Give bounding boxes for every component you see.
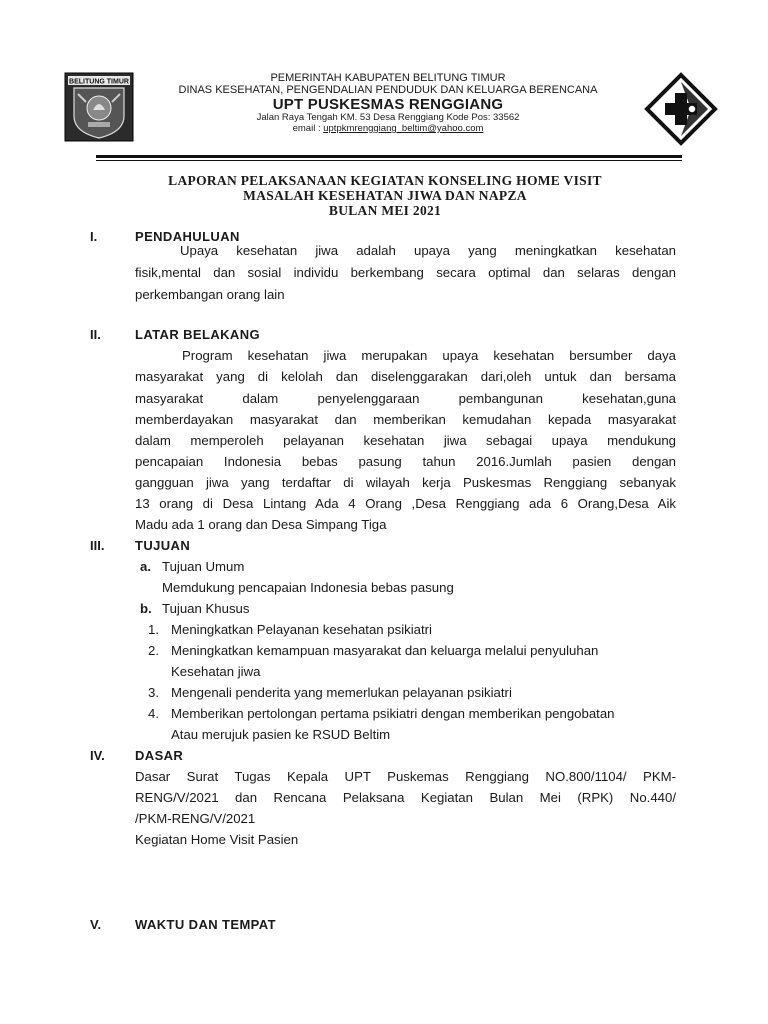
list-marker: a. — [140, 559, 151, 574]
list-item: Mengenali penderita yang memerlukan pelayanan psikiatri — [171, 685, 512, 700]
email-link[interactable]: uptpkmrenggiang_beltim@yahoo.com — [323, 123, 484, 134]
section-title-pendahuluan: PENDAHULUAN — [135, 229, 240, 244]
email-label: email : — [292, 123, 321, 134]
subsection-title: Tujuan Umum — [162, 559, 245, 574]
section-number: III. — [90, 538, 105, 553]
section-title-tujuan: TUJUAN — [135, 538, 191, 553]
list-item-continued: Kesehatan jiwa — [171, 664, 261, 679]
section-number: I. — [90, 229, 98, 244]
paragraph-line: masyarakat dalam penyelenggaraan pembangunan kesehatan,guna — [135, 391, 676, 406]
paragraph-line: memberdayakan masyarakat dan memberikan kemudahan kepada masyarakat — [135, 412, 676, 427]
list-item-continued: Atau merujuk pasien ke RSUD Beltim — [171, 727, 391, 742]
header-divider-thin — [96, 160, 682, 161]
list-number: 4. — [148, 706, 159, 721]
paragraph-line: dalam memperoleh pelayanan kesehatan jiwa sebagai upaya mendukung — [135, 433, 676, 448]
section-number: II. — [90, 327, 101, 342]
report-period: BULAN MEI 2021 — [328, 203, 442, 218]
paragraph-line: Upaya kesehatan jiwa adalah upaya yang meningkatkan kesehatan — [180, 243, 676, 258]
email-line — [140, 123, 636, 134]
paragraph-line: RENG/V/2021 dan Rencana Pelaksana Kegiatan Bulan Mei (RPK) No.440/ — [135, 790, 676, 805]
government-name: PEMERINTAH KABUPATEN BELITUNG TIMUR — [270, 72, 506, 84]
paragraph-line: masyarakat yang di kelolah dan diselenggarakan dari,oleh untuk dan bersama — [135, 369, 676, 384]
section-title-latar-belakang: LATAR BELAKANG — [135, 327, 260, 342]
list-number: 2. — [148, 643, 159, 658]
list-number: 1. — [148, 622, 159, 637]
paragraph-line: 13 orang di Desa Lintang Ada 4 Orang ,Desa Renggiang ada 6 Orang,Desa Aik — [135, 496, 676, 511]
list-number: 3. — [148, 685, 159, 700]
paragraph-line: Kegiatan Home Visit Pasien — [135, 832, 299, 847]
list-item: Memberikan pertolongan pertama psikiatri dengan memberikan pengobatan — [171, 706, 615, 721]
list-marker: b. — [140, 601, 152, 616]
list-item: Meningkatkan kemampuan masyarakat dan keluarga melalui penyuluhan — [171, 643, 599, 658]
section-title-waktu-tempat: WAKTU DAN TEMPAT — [135, 917, 276, 932]
paragraph-line: gangguan jiwa yang terdaftar di wilayah kerja Puskesmas Renggiang sebanyak — [135, 475, 676, 490]
paragraph-line: perkembangan orang lain — [135, 287, 285, 302]
paragraph-line: pencapaian Indonesia bebas pasung tahun 2016.Jumlah pasien dengan — [135, 454, 676, 469]
paragraph-line: Dasar Surat Tugas Kepala UPT Puskemas Renggiang NO.800/1104/ PKM- — [135, 769, 676, 784]
list-item: Meningkatkan Pelayanan kesehatan psikiatri — [171, 622, 432, 637]
report-subtitle: MASALAH KESEHATAN JIWA DAN NAPZA — [243, 188, 527, 203]
institution-name: UPT PUSKESMAS RENGGIANG — [272, 96, 504, 113]
section-title-dasar: DASAR — [135, 748, 184, 763]
subsection-text: Memdukung pencapaian Indonesia bebas pasung — [162, 580, 454, 595]
regency-emblem-icon — [64, 72, 134, 142]
paragraph-line: Program kesehatan jiwa merupakan upaya kesehatan bersumber daya — [182, 348, 676, 363]
paragraph-line: /PKM-RENG/V/2021 — [135, 811, 256, 826]
section-number: V. — [90, 917, 102, 932]
paragraph-line: Madu ada 1 orang dan Desa Simpang Tiga — [135, 517, 387, 532]
report-title: LAPORAN PELAKSANAAN KEGIATAN KONSELING HOME VISIT — [168, 173, 602, 188]
subsection-title: Tujuan Khusus — [162, 601, 250, 616]
puskesmas-logo-icon — [644, 72, 718, 146]
agency-name: DINAS KESEHATAN, PENGENDALIAN PENDUDUK DAN KELUARGA BERENCANA — [178, 84, 598, 96]
address-line: Jalan Raya Tengah KM. 53 Desa Renggiang Kode Pos: 33562 — [256, 112, 520, 123]
section-number: IV. — [90, 748, 105, 763]
paragraph-line: fisik,mental dan sosial individu berkembang secara optimal dan selaras dengan — [135, 265, 676, 280]
emblem-label: BELITUNG TIMUR — [69, 78, 129, 86]
header-divider — [96, 155, 682, 158]
